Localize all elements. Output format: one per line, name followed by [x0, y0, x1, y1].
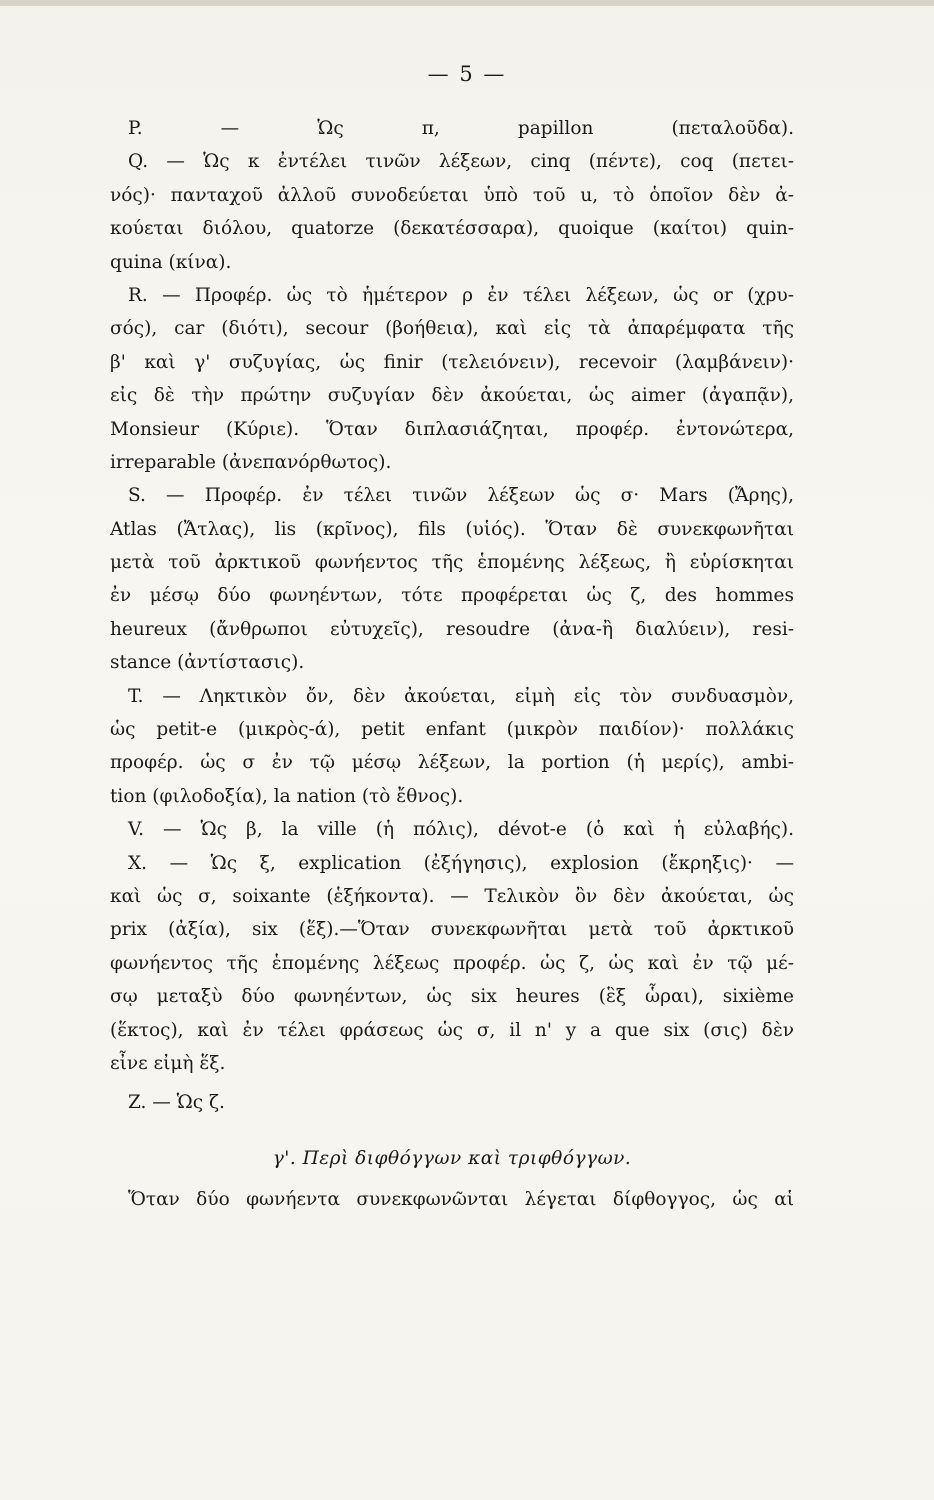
text-line: εἰς δὲ τὴν πρώτην συζυγίαν δὲν ἀκούεται, ὡς aimer (ἀγαπᾷν), — [110, 385, 794, 407]
text-line: P. — Ὡς π, papillon (πεταλοῦδα). — [128, 118, 794, 139]
page-number: — 5 — — [427, 62, 507, 86]
text-line: προφέρ. ὡς σ ἐν τῷ μέσῳ λέξεων, la portion (ἡ μερίς), ambi- — [110, 752, 794, 774]
text-line: νός)· πανταχοῦ ἀλλοῦ συνοδεύεται ὑπὸ τοῦ u, τὸ ὁποῖον δὲν ἀ- — [110, 184, 794, 206]
text-line: T. — Ληκτικὸν ὄν, δὲν ἀκούεται, εἰμὴ εἰς τὸν συνδυασμὸν, — [128, 685, 794, 707]
section-heading: γ'. Περὶ διφθόγγων καὶ τριφθόγγων. — [272, 1147, 632, 1169]
text-line: μετὰ τοῦ ἀρκτικοῦ φωνήεντος τῆς ἑπομένης λέξεως, ἢ εὑρίσκηται — [110, 552, 794, 574]
text-line: stance (ἀντίστασις). — [110, 652, 305, 674]
text-line: tion (φιλοδοξία), la nation (τὸ ἔθνος). — [110, 785, 464, 807]
text-line: Ὅταν δύο φωνήεντα συνεκφωνῶνται λέγεται δίφθογγος, ὡς αἱ — [128, 1189, 794, 1211]
text-line: φωνήεντος τῆς ἑπομένης λέξεως προφέρ. ὡς ζ, ὡς καὶ ἐν τῷ μέ- — [110, 952, 794, 974]
text-line: V. — Ὡς β, la ville (ἡ πόλις), dévot-e (ὁ καὶ ἡ εὐλαβής). — [128, 819, 794, 841]
text-line: ὡς petit-e (μικρὸς-ά), petit enfant (μικρὸν παιδίον)· πολλάκις — [110, 719, 794, 741]
text-line: irreparable (ἀνεπανόρθωτος). — [110, 451, 392, 473]
text-line: Z. — Ὡς ζ. — [128, 1092, 225, 1114]
text-line: ἐν μέσῳ δύο φωνηέντων, τότε προφέρεται ὡς ζ, des hommes — [110, 585, 794, 607]
text-line: X. — Ὡς ξ, explication (ἐξήγησις), explosion (ἔκρηξις)· — — [128, 852, 794, 874]
text-line: κούεται διόλου, quatorze (δεκατέσσαρα), quoique (καίτοι) quin- — [110, 218, 794, 240]
text-line: prix (ἀξία), six (ἕξ).—Ὅταν συνεκφωνῆται μετὰ τοῦ ἀρκτικοῦ — [110, 919, 794, 941]
text-line: heureux (ἄνθρωποι εὐτυχεῖς), resoudre (ἀνα-ἢ διαλύειν), resi- — [110, 618, 794, 640]
text-line: καὶ ὡς σ, soixante (ἑξήκοντα). — Τελικὸν ὂν δὲν ἀκούεται, ὡς — [110, 885, 794, 907]
text-line: Q. — Ὡς κ ἐντέλει τινῶν λέξεων, cinq (πέντε), coq (πετει- — [128, 151, 794, 173]
text-line: σός), car (διότι), secour (βοήθεια), καὶ εἰς τὰ ἀπαρέμφατα τῆς — [110, 318, 794, 340]
text-line: R. — Προφέρ. ὡς τὸ ἡμέτερον ρ ἐν τέλει λέξεων, ὡς or (χρυ- — [128, 284, 794, 306]
text-line: quina (κίνα). — [110, 251, 232, 273]
page-top-edge — [0, 0, 934, 6]
text-line: εἶνε εἰμὴ ἕξ. — [110, 1052, 226, 1074]
text-line: Monsieur (Κύριε). Ὅταν διπλασιάζηται, προφέρ. ἐντονώτερα, — [110, 418, 794, 440]
text-line: S. — Προφέρ. ἐν τέλει τινῶν λέξεων ὡς σ· Mars (Ἄρης), — [128, 485, 794, 507]
body-text — [110, 112, 794, 1217]
text-line: σῳ μεταξὺ δύο φωνηέντων, ὡς six heures (ἓξ ὧραι), sixième — [110, 986, 794, 1008]
text-line: (ἕκτος), καὶ ἐν τέλει φράσεως ὡς σ, il n' y a que six (σις) δὲν — [110, 1019, 794, 1041]
text-line: β' καὶ γ' συζυγίας, ὡς finir (τελειόνειν), recevoir (λαμβάνειν)· — [110, 351, 794, 373]
text-line: Atlas (Ἄτλας), lis (κρῖνος), fils (υἱός). Ὅταν δὲ συνεκφωνῆται — [110, 518, 794, 540]
